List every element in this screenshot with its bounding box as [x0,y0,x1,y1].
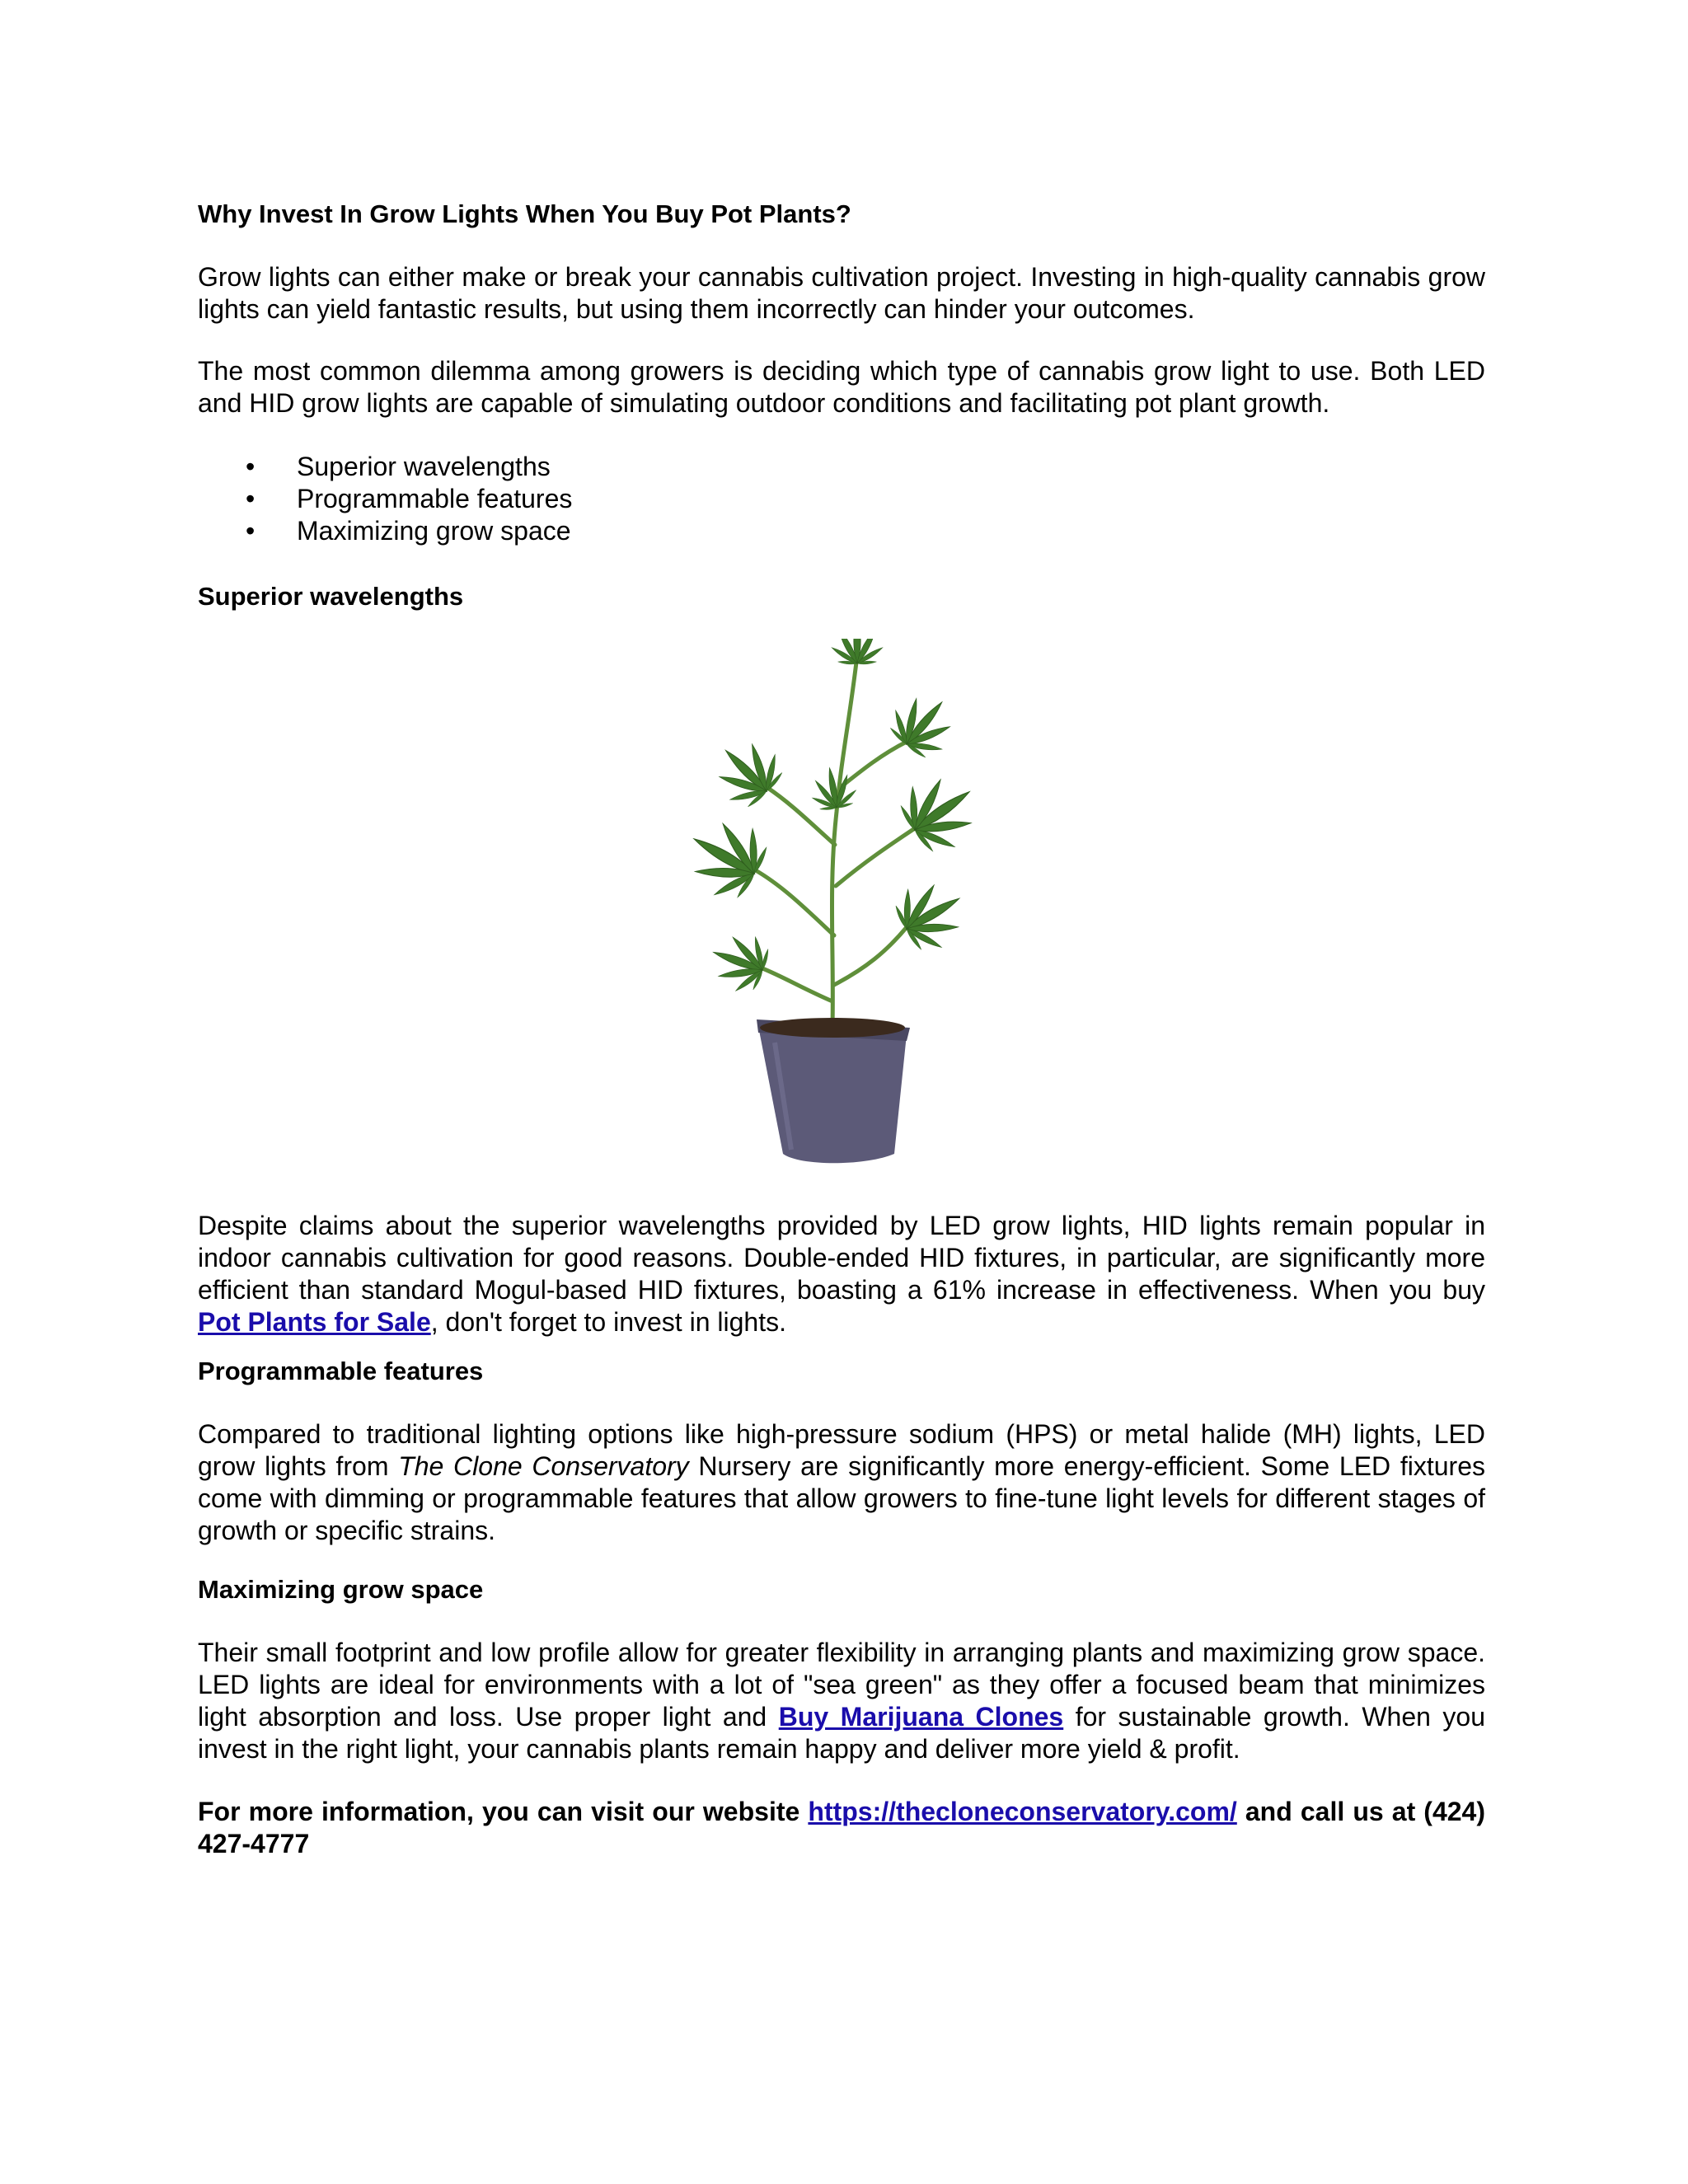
list-item-label: Programmable features [297,484,573,513]
section-3-paragraph [198,1637,1485,1765]
contact-paragraph [198,1796,1485,1860]
bullet-icon: • [246,484,256,513]
bullet-icon: • [246,516,256,546]
intro-paragraph-1: Grow lights can either make or break your cannabis cultivation project. Investing in high-quality cannabis grow lights can yield fantastic results, but using them incorrectly can hinder your outcomes. [198,262,1485,324]
section-heading-programmable-features: Programmable features [198,1357,484,1385]
pot-plants-for-sale-link[interactable]: Pot Plants for Sale [198,1307,431,1337]
topic-bullet-list [198,451,1485,547]
section-3-text-before-link: Their small footprint and low profile allow for greater flexibility in arranging plants and maximizing grow space. LED lights are ideal for environments with a lot of "sea green" as they offer a focused beam that minimizes light absorption and loss. Use proper light and [198,1638,1485,1732]
plant-pot [757,1018,910,1163]
company-name-italic: The Clone Conservatory [398,1451,689,1481]
section-2-paragraph [198,1418,1485,1547]
intro-paragraph-2: The most common dilemma among growers is deciding which type of cannabis grow light to use. Both LED and HID grow lights are capable of simulating outdoor conditions and facilitating pot plant growth. [198,356,1485,418]
list-item-label: Superior wavelengths [297,452,551,481]
section-heading-superior-wavelengths: Superior wavelengths [198,582,464,611]
buy-marijuana-clones-link[interactable]: Buy Marijuana Clones [778,1702,1064,1732]
website-link[interactable]: https://thecloneconservatory.com/ [808,1797,1237,1826]
page-title: Why Invest In Grow Lights When You Buy Pot Plants? [198,199,851,228]
list-item-label: Maximizing grow space [297,516,571,546]
section-heading-maximizing-grow-space: Maximizing grow space [198,1575,484,1604]
potted-cannabis-plant-image [659,639,1039,1170]
section-2-text-after-italic: Nursery are significantly more energy-efficient. Some LED fixtures come with dimming or programmable features that allow growers to fine-tune light levels for different stages of growth or specific strains. [198,1451,1486,1545]
section-2-text-before-italic: Compared to traditional lighting options like high-pressure sodium (HPS) or metal halide (MH) lights, LED grow lights from [198,1419,1485,1481]
contact-text-before-link: For more information, you can visit our website [198,1797,809,1826]
list-item [198,515,1485,547]
section-1-text-after-link: , don't forget to invest in lights. [430,1307,786,1337]
section-1-text-before-link: Despite claims about the superior wavelengths provided by LED grow lights, HID lights remain popular in indoor cannabis cultivation for good reasons. Double-ended HID fixtures, in particular, are significantly more efficient than standard Mogul-based HID fixtures, boasting a 61% increase in effectiveness. When you buy [198,1211,1485,1305]
section-1-paragraph [198,1210,1485,1338]
contact-text-after-link: and call us at (424) 427-4777 [198,1797,1486,1858]
bullet-icon: • [246,452,256,481]
list-item [198,451,1485,483]
plant-stem [754,655,915,1026]
section-3-text-after-link: for sustainable growth. When you invest in the right light, your cannabis plants remain happy and deliver more yield & profit. [198,1702,1486,1764]
list-item [198,483,1485,515]
